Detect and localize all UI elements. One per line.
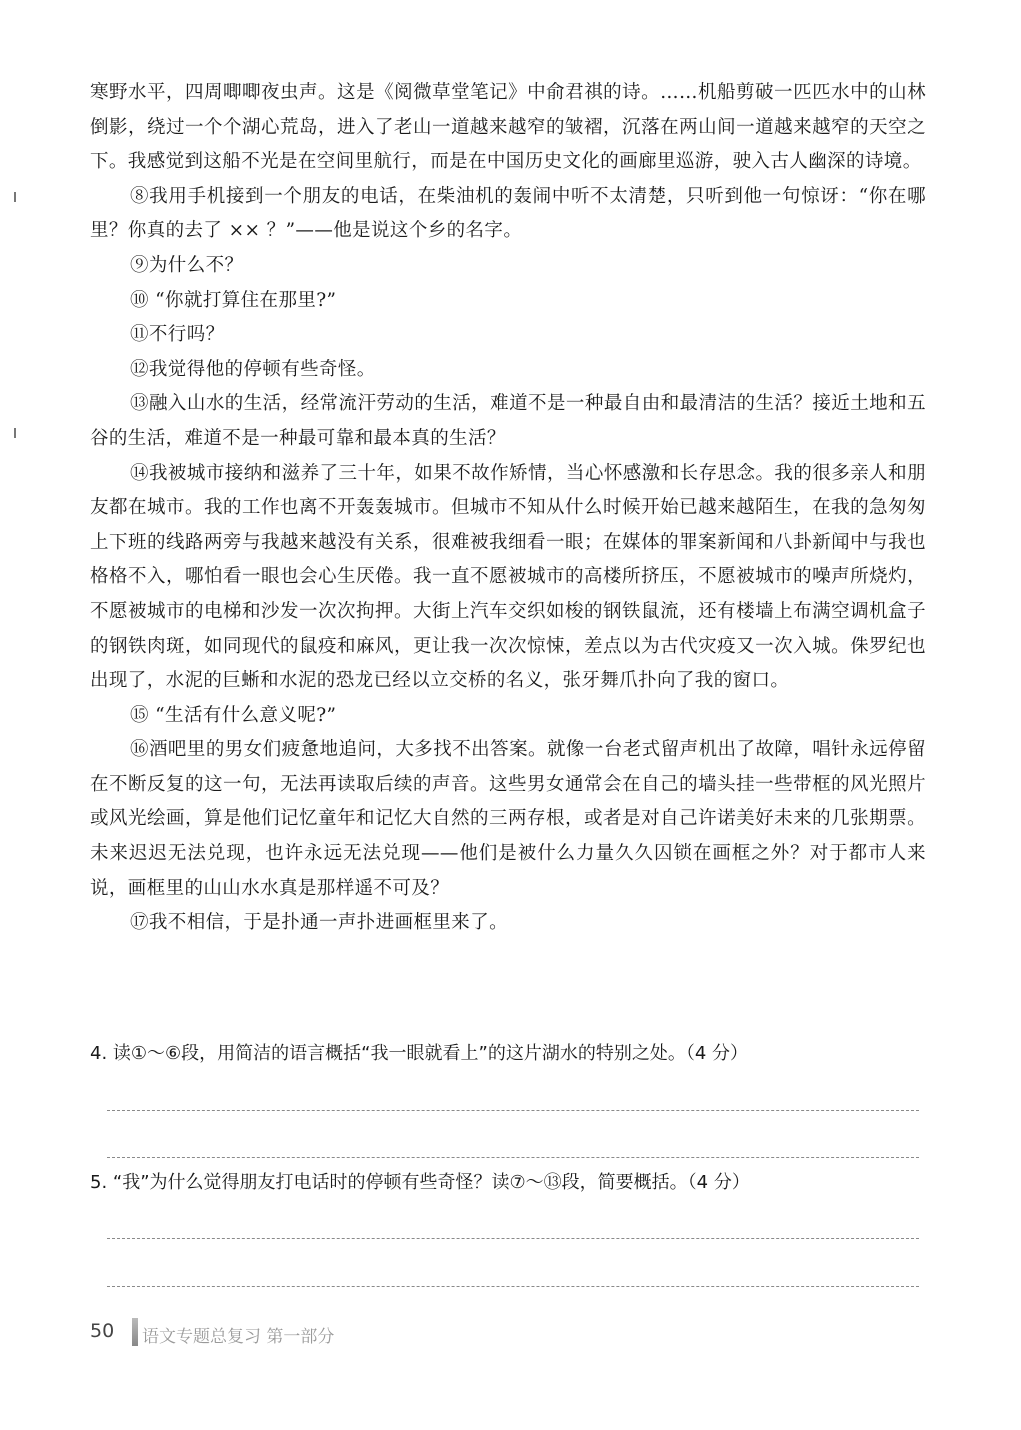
footer-divider-bar	[132, 1318, 138, 1346]
scan-margin-mark	[14, 428, 16, 438]
paragraph-8: ⑧我用手机接到一个朋友的电话，在柴油机的轰闹中听不太清楚，只听到他一句惊讶：“你在哪里？你真的去了 ×× ？”——他是说这个乡的名字。	[90, 185, 926, 242]
answer-line[interactable]	[107, 1238, 919, 1239]
footer-book-title: 语文专题总复习 第一部分	[142, 1327, 335, 1347]
paragraph-11: ⑪不行吗？	[130, 324, 225, 346]
answer-line[interactable]	[107, 1110, 919, 1111]
page-number: 50	[90, 1320, 115, 1342]
question-5: 5. “我”为什么觉得朋友打电话时的停顿有些奇怪？读⑦～⑬段，简要概括。（4 分）	[90, 1172, 750, 1193]
reading-passage	[90, 76, 926, 941]
paragraph-12: ⑫我觉得他的停顿有些奇怪。	[130, 358, 376, 380]
answer-line[interactable]	[107, 1286, 919, 1287]
answer-line[interactable]	[107, 1157, 919, 1158]
scan-margin-mark	[14, 192, 16, 202]
paragraph-17: ⑰我不相信，于是扑通一声扑进画框里来了。	[130, 912, 509, 934]
paragraph-13: ⑬融入山水的生活，经常流汗劳动的生活，难道不是一种最自由和最清洁的生活？接近土地和五谷的生活，难道不是一种最可靠和最本真的生活？	[90, 393, 926, 449]
paragraph-10: ⑩ “你就打算住在那里?”	[130, 289, 337, 311]
question-4: 4. 读①～⑥段，用简洁的语言概括“我一眼就看上”的这片湖水的特别之处。（4 分）	[90, 1043, 748, 1064]
paragraph-9: ⑨为什么不？	[130, 254, 244, 276]
paragraph-14: ⑭我被城市接纳和滋养了三十年，如果不故作矫情，当心怀感激和长存思念。我的很多亲人和朋友都在城市。我的工作也离不开轰轰城市。但城市不知从什么时候开始已越来越陌生，在我的急匆匆上下班的线路两旁与我越来越没有关系，很难被我细看一眼；在媒体的罪案新闻和八卦新闻中与我也格格不入，哪怕看一眼也会心生厌倦。我一直不愿被城市的高楼所挤压，不愿被城市的噪声所烧灼，不愿被城市的电梯和沙发一次次拘押。大街上汽车交织如梭的钢铁鼠流，还有楼墙上布满空调机盒子的钢铁肉斑，如同现代的鼠疫和麻风，更让我一次次惊悚，差点以为古代灾疫又一次入城。侏罗纪也出现了，水泥的巨蜥和水泥的恐龙已经以立交桥的名义，张牙舞爪扑向了我的窗口。	[90, 462, 926, 692]
paragraph-15: ⑮ “生活有什么意义呢?”	[130, 704, 337, 726]
paragraph-7-continued: 寒野水平，四周唧唧夜虫声。这是《阅微草堂笔记》中俞君祺的诗。……机船剪破一匹匹水中的山林倒影，绕过一个个湖心荒岛，进入了老山一道越来越窄的皱褶，沉落在两山间一道越来越窄的天空之下。我感觉到这船不光是在空间里航行，而是在中国历史文化的画廊里巡游，驶入古人幽深的诗境。	[90, 82, 926, 173]
paragraph-16: ⑯酒吧里的男女们疲惫地追问，大多找不出答案。就像一台老式留声机出了故障，唱针永远停留在不断反复的这一句，无法再读取后续的声音。这些男女通常会在自己的墙头挂一些带框的风光照片或风光绘画，算是他们记忆童年和记忆大自然的三两存根，或者是对自己许诺美好未来的几张期票。未来迟迟无法兑现，也许永远无法兑现——他们是被什么力量久久囚锁在画框之外？对于都市人来说，画框里的山山水水真是那样遥不可及？	[90, 739, 926, 899]
